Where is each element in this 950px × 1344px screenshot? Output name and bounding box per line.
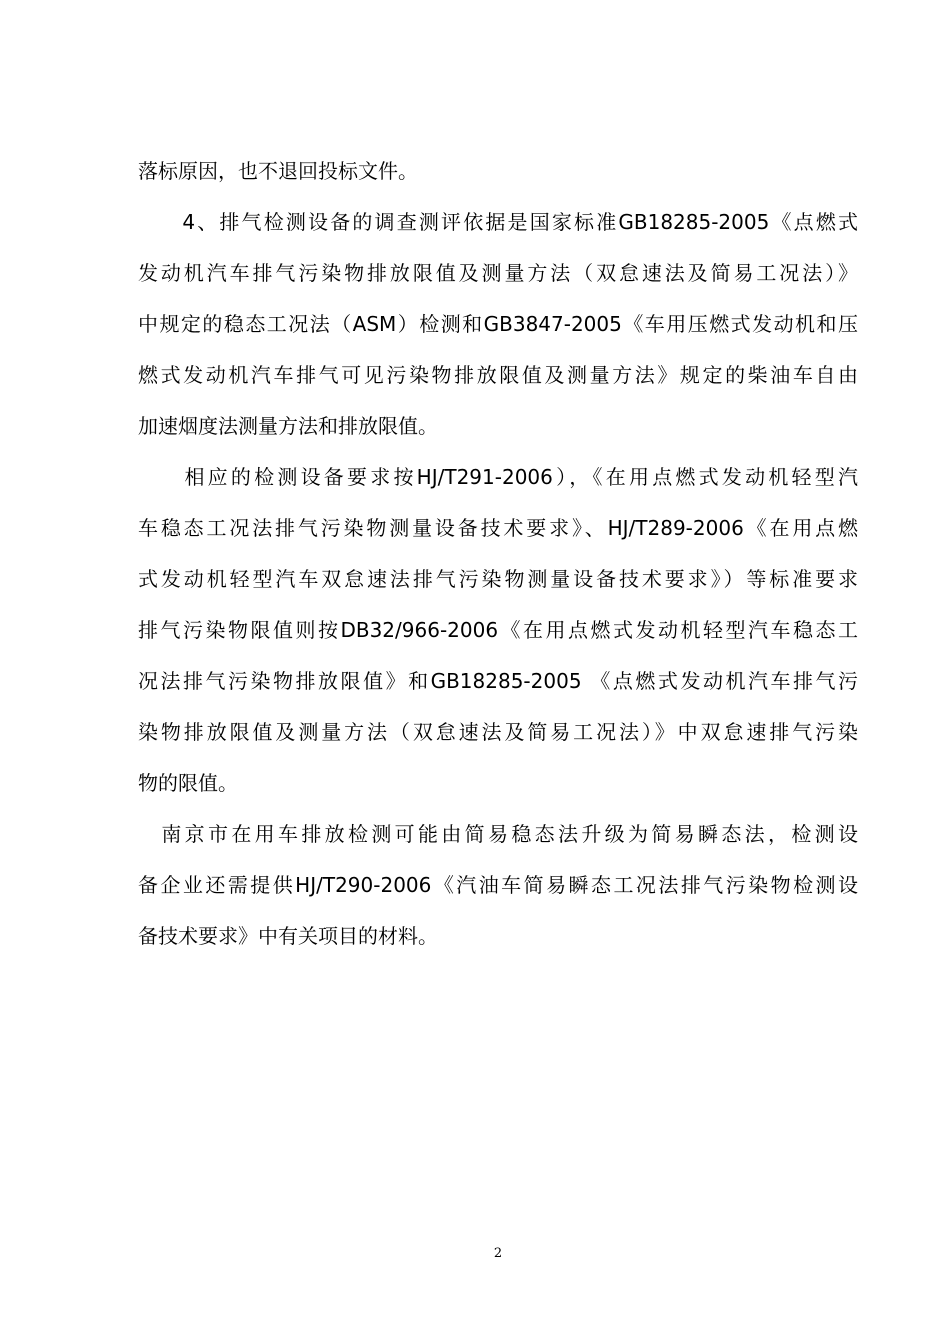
page-number: 2 [493, 1246, 503, 1261]
paragraph-line: 中规定的稳态工况法（ASM）检测和GB3847-2005《车用压燃式发动机和压 [138, 312, 858, 336]
paragraph-line: 排气污染物限值则按DB32/966-2006《在用点燃式发动机轻型汽车稳态工 [138, 618, 858, 642]
paragraph-line: 车稳态工况法排气污染物测量设备技术要求》、HJ/T289-2006《在用点燃 [138, 516, 858, 540]
paragraph-line: 式发动机轻型汽车双怠速法排气污染物测量设备技术要求》）等标准要求 [138, 567, 858, 591]
paragraph-line: 发动机汽车排气污染物排放限值及测量方法（双怠速法及简易工况法）》 [138, 261, 858, 285]
paragraph-line: 4、排气检测设备的调查测评依据是国家标准GB18285-2005《点燃式 [138, 210, 858, 234]
paragraph-line: 备技术要求》中有关项目的材料。 [138, 924, 438, 948]
paragraph-line: 相应的检测设备要求按HJ/T291-2006），《在用点燃式发动机轻型汽 [138, 465, 858, 489]
paragraph-3 [138, 452, 858, 809]
paragraph-line: 染物排放限值及测量方法（双怠速法及简易工况法）》中双怠速排气污染 [138, 720, 858, 744]
paragraph-line: 物的限值。 [138, 771, 238, 795]
paragraph-line: 燃式发动机汽车排气可见污染物排放限值及测量方法》规定的柴油车自由 [138, 363, 858, 387]
paragraph-line: 落标原因，也不退回投标文件。 [138, 159, 418, 183]
paragraph-line: 况法排气污染物排放限值》和GB18285-2005 《点燃式发动机汽车排气污 [138, 669, 858, 693]
paragraph-line: 加速烟度法测量方法和排放限值。 [138, 414, 438, 438]
paragraph-line: 南京市在用车排放检测可能由简易稳态法升级为简易瞬态法，检测设 [138, 822, 858, 846]
paragraph-2 [138, 197, 858, 452]
paragraph-4 [138, 809, 858, 962]
paragraph-line: 备企业还需提供HJ/T290-2006《汽油车简易瞬态工况法排气污染物检测设 [138, 873, 858, 897]
paragraph-1 [138, 146, 858, 197]
